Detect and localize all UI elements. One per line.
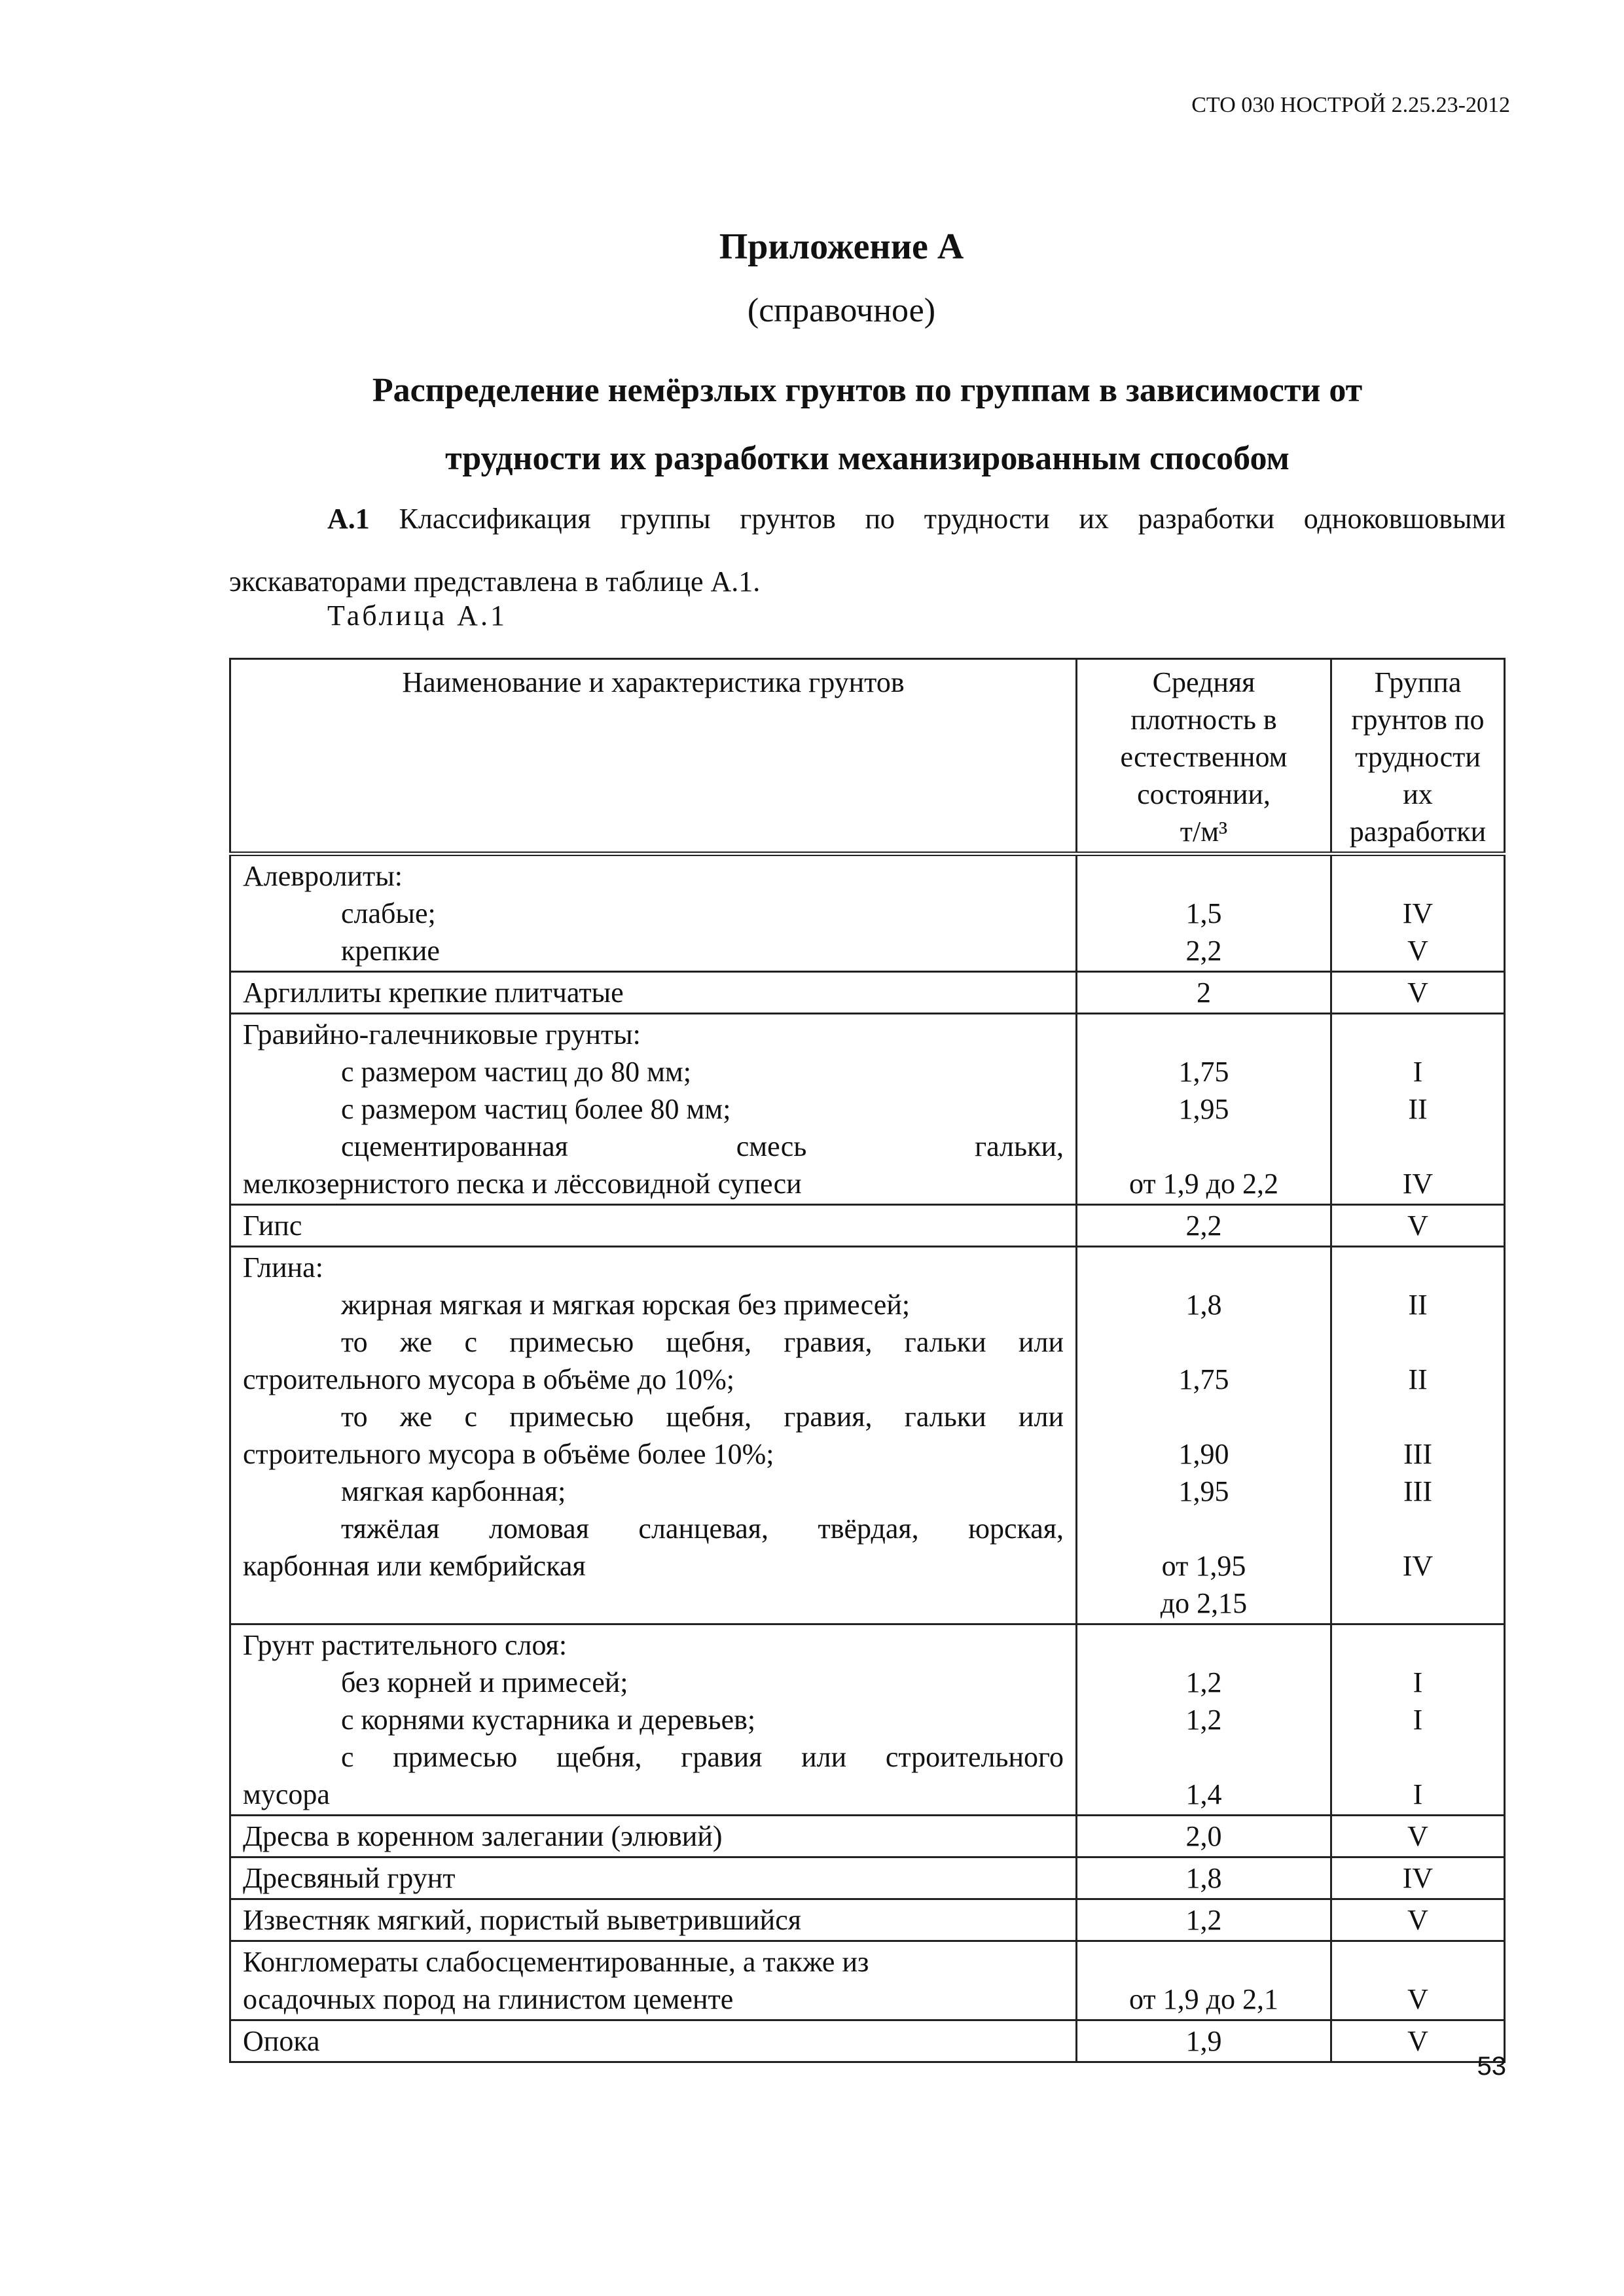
table-row bbox=[230, 972, 1505, 1014]
group-value: I bbox=[1413, 1056, 1423, 1088]
table-row bbox=[230, 1857, 1505, 1899]
density-value: 1,8 bbox=[1185, 1289, 1222, 1321]
row-name-cell: Известняк мягкий, пористый выветрившийся bbox=[230, 1899, 1077, 1941]
row-density-cell bbox=[1077, 1247, 1331, 1624]
row-group-cell bbox=[1331, 1941, 1505, 2020]
row-item: крепкие bbox=[341, 935, 440, 967]
table-row bbox=[230, 1941, 1505, 2020]
row-title: Грунт растительного слоя: bbox=[243, 1629, 568, 1661]
table-header-row bbox=[230, 659, 1505, 854]
row-item: тяжёлая ломовая сланцевая, твёрдая, юрская, bbox=[341, 1513, 1064, 1545]
density-value: 1,75 bbox=[1178, 1363, 1229, 1395]
density-value: 1,95 bbox=[1178, 1093, 1229, 1125]
row-item-continuation: строительного мусора в объёме до 10%; bbox=[243, 1363, 735, 1395]
row-title: Гравийно-галечниковые грунты: bbox=[243, 1018, 641, 1050]
header-group-line: грунтов по bbox=[1351, 704, 1485, 736]
row-item-continuation: карбонная или кембрийская bbox=[243, 1550, 586, 1582]
row-title: Глина: bbox=[243, 1251, 323, 1283]
row-item: жирная мягкая и мягкая юрская без примесей; bbox=[341, 1289, 911, 1321]
header-group bbox=[1331, 659, 1505, 854]
appendix-subtitle: (справочное) bbox=[747, 292, 936, 329]
appendix-heading bbox=[229, 357, 1506, 493]
row-name-cell: Дресвяный грунт bbox=[230, 1857, 1077, 1899]
group-value: II bbox=[1408, 1363, 1428, 1395]
density-value: 2,2 bbox=[1185, 935, 1222, 967]
density-value: от 1,9 до 2,2 bbox=[1128, 1168, 1279, 1200]
header-group-line: Группа bbox=[1374, 666, 1462, 698]
table-row bbox=[230, 1247, 1505, 1624]
row-title: Конгломераты слабосцементированные, а также из bbox=[243, 1946, 869, 1978]
row-item: с примесью щебня, гравия или строительного bbox=[341, 1741, 1064, 1773]
group-value: III bbox=[1403, 1438, 1432, 1470]
header-density-line: т/м³ bbox=[1180, 816, 1228, 848]
row-item: слабые; bbox=[341, 897, 436, 929]
intro-paragraph bbox=[229, 488, 1506, 613]
row-group-cell: IV bbox=[1331, 1857, 1505, 1899]
density-value: 1,95 bbox=[1178, 1475, 1229, 1507]
density-value: от 1,9 до 2,1 bbox=[1128, 1983, 1279, 2015]
header-density bbox=[1077, 659, 1331, 854]
row-item: то же с примесью щебня, гравия, гальки или bbox=[341, 1401, 1064, 1433]
header-density-line: плотность в bbox=[1130, 704, 1277, 736]
table-row bbox=[230, 854, 1505, 972]
soil-groups-table bbox=[229, 658, 1506, 2063]
row-name-cell: Аргиллиты крепкие плитчатые bbox=[230, 972, 1077, 1014]
row-item-continuation: строительного мусора в объёме более 10%; bbox=[243, 1438, 774, 1470]
table-row bbox=[230, 1624, 1505, 1816]
header-density-line: Средняя bbox=[1152, 666, 1255, 698]
density-value: 1,2 bbox=[1185, 1704, 1222, 1736]
row-density-cell bbox=[1077, 1941, 1331, 2020]
group-value: I bbox=[1413, 1778, 1423, 1810]
group-value: IV bbox=[1402, 1550, 1434, 1582]
row-group-cell bbox=[1331, 854, 1505, 972]
group-value: I bbox=[1413, 1666, 1423, 1698]
page-number: 53 bbox=[1477, 2052, 1506, 2081]
row-density-cell: 2,0 bbox=[1077, 1816, 1331, 1857]
row-item: с корнями кустарника и деревьев; bbox=[341, 1704, 756, 1736]
row-density-cell: 1,2 bbox=[1077, 1899, 1331, 1941]
row-item-continuation: мусора bbox=[243, 1778, 330, 1810]
row-group-cell bbox=[1331, 1624, 1505, 1816]
table-row bbox=[230, 1205, 1505, 1247]
row-name-cell bbox=[230, 1247, 1077, 1624]
density-value: до 2,15 bbox=[1160, 1587, 1248, 1619]
row-group-cell bbox=[1331, 1014, 1505, 1205]
row-title: Алевролиты: bbox=[243, 860, 403, 892]
density-value: 1,75 bbox=[1178, 1056, 1229, 1088]
row-group-cell: V bbox=[1331, 1816, 1505, 1857]
row-density-cell bbox=[1077, 1014, 1331, 1205]
density-value: 1,5 bbox=[1185, 897, 1222, 929]
row-name-cell: Дресва в коренном залегании (элювий) bbox=[230, 1816, 1077, 1857]
heading-line-1: Распределение немёрзлых грунтов по группам в зависимости от bbox=[372, 372, 1363, 409]
header-group-line: трудности их bbox=[1355, 741, 1481, 810]
row-item: с размером частиц более 80 мм; bbox=[341, 1093, 731, 1125]
row-name-cell: Опока bbox=[230, 2020, 1077, 2062]
table-row bbox=[230, 1014, 1505, 1205]
intro-text: Классификация группы грунтов по трудности их разработки одноковшовыми экскаваторами представлена в таблице А.1. bbox=[229, 503, 1506, 598]
group-value: II bbox=[1408, 1289, 1428, 1321]
row-density-cell bbox=[1077, 854, 1331, 972]
table-row bbox=[230, 1899, 1505, 1941]
group-value: IV bbox=[1402, 897, 1434, 929]
row-density-cell: 1,9 bbox=[1077, 2020, 1331, 2062]
density-value: от 1,95 bbox=[1161, 1550, 1246, 1582]
density-value: 1,4 bbox=[1185, 1778, 1222, 1810]
row-density-cell: 1,8 bbox=[1077, 1857, 1331, 1899]
intro-lead: А.1 bbox=[327, 503, 370, 535]
header-name: Наименование и характеристика грунтов bbox=[230, 659, 1077, 854]
row-group-cell: V bbox=[1331, 1899, 1505, 1941]
appendix-title: Приложение А bbox=[719, 226, 964, 267]
row-item-continuation: мелкозернистого песка и лёссовидной супеси bbox=[243, 1168, 802, 1200]
row-item: сцементированная смесь гальки, bbox=[341, 1130, 1064, 1162]
row-name-cell: Гипс bbox=[230, 1205, 1077, 1247]
row-group-cell: V bbox=[1331, 972, 1505, 1014]
row-group-cell: V bbox=[1331, 1205, 1505, 1247]
header-density-line: естественном bbox=[1120, 741, 1288, 773]
row-group-cell: V bbox=[1331, 2020, 1505, 2062]
group-value: I bbox=[1413, 1704, 1423, 1736]
row-group-cell bbox=[1331, 1247, 1505, 1624]
document-code: СТО 030 НОСТРОЙ 2.25.23-2012 bbox=[1191, 93, 1510, 117]
row-name-cell bbox=[230, 1624, 1077, 1816]
header-group-line: разработки bbox=[1349, 816, 1487, 848]
row-density-cell: 2,2 bbox=[1077, 1205, 1331, 1247]
group-value: II bbox=[1408, 1093, 1428, 1125]
group-value: III bbox=[1403, 1475, 1432, 1507]
row-density-cell: 2 bbox=[1077, 972, 1331, 1014]
row-name-cell bbox=[230, 1941, 1077, 2020]
table-row bbox=[230, 1816, 1505, 1857]
row-item: с размером частиц до 80 мм; bbox=[341, 1056, 692, 1088]
table-row bbox=[230, 2020, 1505, 2062]
row-item: то же с примесью щебня, гравия, гальки или bbox=[341, 1326, 1064, 1358]
table-caption: Таблица А.1 bbox=[327, 600, 507, 632]
row-name-cell bbox=[230, 1014, 1077, 1205]
density-value: 1,90 bbox=[1178, 1438, 1229, 1470]
row-title-continuation: осадочных пород на глинистом цементе bbox=[243, 1983, 734, 2015]
row-item: мягкая карбонная; bbox=[341, 1475, 566, 1507]
group-value: V bbox=[1407, 1983, 1428, 2015]
group-value: V bbox=[1407, 935, 1428, 967]
row-name-cell bbox=[230, 854, 1077, 972]
heading-line-2: трудности их разработки механизированным способом bbox=[445, 440, 1290, 477]
row-density-cell bbox=[1077, 1624, 1331, 1816]
row-item: без корней и примесей; bbox=[341, 1666, 628, 1698]
header-density-line: состоянии, bbox=[1137, 778, 1271, 810]
density-value: 1,2 bbox=[1185, 1666, 1222, 1698]
group-value: IV bbox=[1402, 1168, 1434, 1200]
